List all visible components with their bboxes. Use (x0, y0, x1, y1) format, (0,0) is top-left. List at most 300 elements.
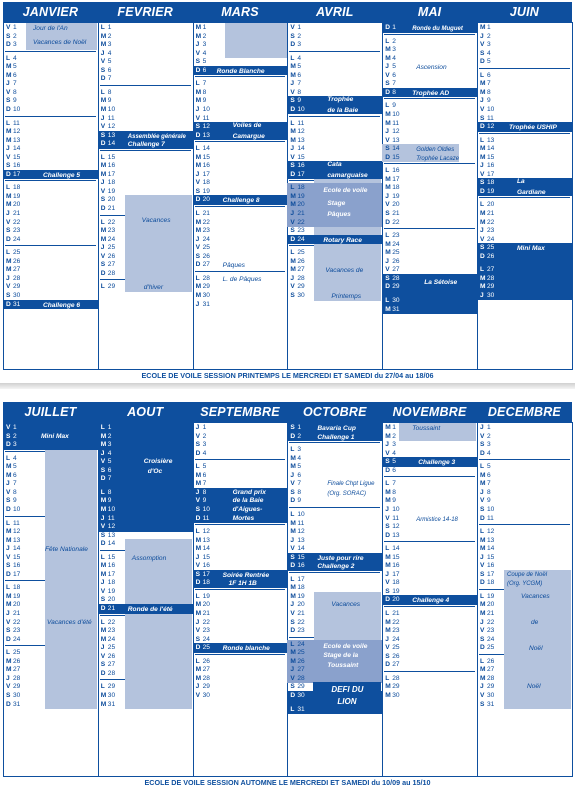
day-cell: M 3 (100, 41, 112, 49)
month-title: DECEMBRE (487, 405, 561, 419)
event-challenge-4: Challenge 4 (412, 597, 450, 605)
event-vacances-hiver-2: d'hiver (143, 284, 164, 292)
day-cell: V 12 (100, 523, 116, 531)
event-trophee-lacaze: Trophée Lacaze (416, 155, 460, 162)
day-cell: V 5 (100, 58, 112, 66)
day-cell: J 3 (385, 441, 396, 449)
day-cell: V 15 (6, 153, 21, 161)
footer-automne: ECOLE DE VOILE SESSION AUTOMNE LE MERCREDI ET SAMEDI du 10/09 au 15/10 (144, 778, 431, 787)
day-cell: S 6 (100, 66, 112, 74)
day-cell: J 21 (6, 610, 21, 617)
event-1f1h1b: 1F 1H 1B (228, 580, 257, 588)
day-cell: D 24 (290, 235, 305, 243)
day-cell: V 1 (6, 424, 17, 431)
day-cell: V 24 (480, 235, 495, 243)
day-cell: S 21 (385, 210, 400, 217)
day-cell: M 4 (290, 454, 302, 462)
event-vacances-noel: Vacances de Noël (33, 39, 87, 47)
week-separator (384, 228, 475, 229)
day-cell: M 26 (6, 257, 21, 265)
day-cell: L 30 (385, 296, 400, 304)
day-cell: M 12 (6, 528, 21, 536)
event-challenge-2: Challenge 2 (317, 563, 355, 571)
day-cell: M 14 (480, 145, 495, 153)
day-cell: V 9 (195, 497, 207, 505)
day-cell: M 1 (195, 24, 207, 31)
day-cell: D 21 (100, 605, 116, 612)
day-cell: M 14 (480, 545, 495, 553)
day-cell: D 11 (195, 514, 210, 522)
day-cell: V 5 (100, 458, 112, 466)
day-cell: M 23 (385, 627, 400, 635)
event-grand-prix-2: de la Baie (232, 497, 264, 505)
day-cell: J 29 (195, 683, 210, 691)
day-cell: S 27 (100, 261, 116, 269)
day-cell: V 8 (290, 88, 302, 96)
week-separator (384, 476, 475, 477)
day-cell: J 10 (195, 105, 210, 113)
day-cell: J 22 (480, 618, 495, 626)
day-cell: V 16 (195, 562, 210, 570)
month-header-row (3, 2, 572, 22)
day-cell: J 4 (100, 449, 112, 457)
day-cell: S 10 (195, 505, 210, 513)
day-cell: M 29 (195, 283, 210, 291)
day-cell: S 3 (195, 441, 207, 449)
day-cell: S 24 (480, 635, 495, 643)
day-cell: V 25 (195, 244, 210, 252)
day-cell: D 11 (480, 514, 494, 522)
day-cell: S 29 (290, 683, 305, 691)
separator (0, 383, 575, 389)
day-cell: D 26 (480, 252, 495, 260)
month-title: JANVIER (22, 5, 79, 19)
day-cell: S 8 (290, 488, 302, 496)
day-cell: M 4 (385, 54, 396, 62)
day-cell: L 21 (385, 610, 400, 617)
day-cell: J 30 (480, 291, 495, 299)
week-separator (195, 589, 286, 590)
week-separator (5, 180, 96, 181)
event-toussaint: Toussaint (412, 425, 441, 432)
day-cell: D 23 (290, 627, 305, 635)
day-cell: J 10 (385, 505, 400, 513)
day-cell: D 25 (480, 644, 495, 652)
day-cell: L 10 (290, 510, 305, 518)
day-cell: S 13 (100, 531, 116, 539)
day-cell: S 19 (195, 187, 210, 195)
day-cell: J 9 (480, 97, 491, 105)
event-coupe-noel-2: (Org. YCGM) (507, 581, 543, 588)
day-cell: S 17 (480, 570, 495, 578)
day-cell: V 18 (385, 579, 400, 587)
day-cell: J 3 (195, 41, 207, 49)
day-cell: S 13 (100, 131, 116, 139)
day-cell: M 13 (480, 536, 495, 544)
day-cell: M 27 (6, 666, 21, 674)
day-cell: M 16 (100, 562, 116, 570)
week-separator (384, 541, 475, 542)
day-cell: D 20 (195, 196, 210, 204)
day-cell: M 12 (290, 128, 305, 136)
day-cell: J 25 (100, 244, 116, 252)
day-cell: D 6 (385, 466, 396, 474)
event-croisiere: Croisière (143, 458, 173, 466)
day-cell: L 7 (385, 480, 396, 488)
day-cell: L 1 (100, 424, 112, 431)
day-cell: M 7 (480, 80, 491, 88)
day-cell: J 29 (480, 683, 495, 691)
day-cell: L 7 (195, 80, 207, 88)
day-cell: J 25 (100, 644, 116, 652)
day-cell: M 15 (195, 153, 210, 161)
day-cell: D 17 (6, 570, 21, 578)
day-cell: V 29 (290, 283, 305, 291)
day-cell: M 24 (100, 635, 116, 643)
day-cell: M 27 (480, 666, 495, 674)
month-title: JUILLET (24, 405, 77, 419)
day-cell: M 23 (100, 227, 116, 235)
month-title: NOVEMBRE (392, 405, 467, 419)
day-cell: J 17 (195, 170, 210, 178)
day-cell: V 6 (385, 71, 396, 79)
day-cell: L 4 (6, 454, 17, 462)
day-cell: S 31 (480, 700, 495, 708)
day-cell: D 14 (100, 540, 116, 548)
week-separator (195, 141, 286, 142)
event-challenge-7: Challenge 7 (127, 141, 165, 149)
day-cell: L 13 (480, 136, 495, 144)
day-cell: J 18 (100, 179, 116, 187)
day-cell: V 15 (290, 153, 305, 161)
day-cell: L 26 (480, 657, 495, 665)
event-ecole-stage-3: Pâques (327, 211, 351, 218)
event-vacances-ete: Vacances d'été (47, 618, 92, 626)
day-cell: M 8 (195, 88, 207, 96)
vacation-shade (314, 161, 381, 300)
day-cell: J 8 (195, 488, 207, 496)
day-cell: J 13 (290, 536, 305, 544)
week-separator (384, 671, 475, 672)
day-cell: M 20 (290, 201, 305, 209)
month-title: JUIN (509, 5, 540, 19)
day-cell: L 5 (195, 463, 207, 471)
event-ronde-blanche: Ronde Blanche (216, 67, 265, 75)
day-cell: L 16 (385, 167, 400, 175)
event-ronde-blanche: Ronde blanche (222, 645, 270, 653)
day-cell: J 4 (100, 49, 112, 57)
event-assomption: Assomption (131, 554, 167, 562)
week-separator (479, 68, 570, 69)
day-cell: L 27 (480, 266, 495, 274)
day-cell: L 21 (195, 210, 210, 217)
day-cell: L 18 (6, 584, 21, 592)
day-cell: L 5 (480, 463, 491, 471)
event-ecole-stage-2: Stage (327, 200, 346, 208)
day-cell: L 12 (195, 528, 210, 536)
day-cell: M 19 (6, 592, 21, 600)
day-cell: V 7 (290, 480, 302, 488)
day-cell: M 16 (100, 162, 116, 170)
event-gardiane: La (517, 178, 525, 186)
day-cell: L 20 (480, 201, 495, 209)
day-cell: S 14 (385, 145, 400, 153)
day-cell: J 24 (385, 635, 400, 643)
event-ecole-toussaint-3: Toussaint (327, 661, 359, 669)
day-cell: M 22 (385, 618, 400, 626)
day-cell: J 11 (100, 514, 115, 522)
day-cell: J 14 (6, 545, 21, 553)
day-cell: S 24 (195, 635, 210, 643)
week-separator (384, 98, 475, 99)
day-cell: J 17 (385, 570, 400, 578)
event-voiles-camargue-2: Camargue (232, 132, 265, 140)
day-cell: S 26 (385, 652, 400, 660)
day-cell: M 8 (480, 88, 491, 96)
day-cell: M 26 (6, 657, 21, 665)
event-grand-prix-4: Mortes (232, 514, 255, 522)
day-cell: S 9 (6, 497, 17, 505)
week-separator (289, 116, 380, 117)
month-title: OCTOBRE (302, 405, 367, 419)
day-cell: L 4 (6, 54, 17, 62)
week-separator (5, 116, 96, 117)
day-cell: V 22 (6, 618, 21, 626)
week-separator (289, 442, 380, 443)
day-cell: S 30 (6, 291, 21, 299)
event-gardiane-2: Gardiane (517, 188, 546, 196)
day-cell: M 22 (195, 218, 210, 226)
day-cell: V 23 (195, 627, 210, 635)
day-cell: M 20 (195, 601, 210, 609)
day-cell: L 4 (290, 54, 302, 62)
day-cell: V 14 (290, 545, 305, 553)
day-cell: M 7 (480, 480, 491, 488)
day-cell: M 9 (100, 497, 112, 505)
day-cell: M 31 (385, 305, 400, 313)
day-cell: L 24 (290, 640, 305, 648)
day-cell: J 28 (6, 674, 21, 682)
day-cell: M 17 (385, 175, 400, 183)
day-cell: L 14 (385, 545, 400, 553)
week-separator (195, 76, 286, 77)
day-cell: M 10 (100, 505, 116, 513)
day-cell: V 3 (480, 41, 491, 49)
day-cell: M 5 (290, 463, 302, 471)
event-defi: DEFI DU (331, 685, 364, 695)
day-cell: S 30 (6, 691, 21, 699)
day-cell: D 1 (385, 24, 396, 31)
day-cell: M 21 (480, 610, 495, 617)
week-separator (289, 507, 380, 508)
day-cell: J 21 (6, 210, 21, 217)
day-cell: D 18 (195, 579, 210, 587)
day-cell: D 17 (290, 170, 305, 178)
day-cell: J 19 (385, 192, 400, 200)
event-vacances-hiver: Vacances (141, 216, 171, 224)
day-cell: M 13 (290, 136, 305, 144)
day-cell: M 27 (290, 266, 305, 274)
day-cell: S 25 (480, 244, 495, 252)
week-separator (384, 34, 475, 35)
day-cell: J 14 (290, 145, 305, 153)
day-cell: D 3 (290, 41, 302, 49)
day-cell: M 20 (480, 601, 495, 609)
week-separator (195, 206, 286, 207)
week-separator (479, 197, 570, 198)
day-cell: L 9 (385, 102, 396, 110)
day-cell: M 28 (480, 674, 495, 682)
day-cell: L 8 (100, 88, 112, 96)
event-grand-prix: Grand prix (232, 488, 266, 496)
day-cell: S 23 (290, 227, 305, 235)
day-cell: D 4 (195, 449, 207, 457)
day-cell: M 16 (195, 162, 210, 170)
day-cell: M 15 (385, 553, 400, 561)
day-cell: V 1 (6, 24, 17, 31)
day-cell: M 22 (480, 218, 495, 226)
day-cell: M 11 (385, 119, 400, 127)
day-cell: M 19 (6, 192, 21, 200)
day-cell: M 20 (6, 601, 21, 609)
day-cell: M 11 (290, 519, 305, 527)
day-cell: M 23 (100, 627, 116, 635)
event-mini-max-juin: Mini Max (517, 245, 545, 253)
day-cell: M 9 (385, 497, 396, 505)
day-cell: M 6 (6, 471, 17, 479)
day-cell: S 22 (290, 618, 305, 626)
day-cell: M 8 (385, 488, 396, 496)
event-rotary: Rotary Race (323, 236, 362, 244)
day-cell: V 17 (480, 170, 495, 178)
day-cell: L 2 (385, 37, 396, 45)
day-cell: M 29 (385, 683, 400, 691)
day-cell: J 16 (480, 162, 495, 170)
day-cell: S 2 (290, 32, 302, 40)
day-cell: D 4 (480, 449, 491, 457)
month-title: SEPTEMBRE (200, 405, 280, 419)
day-cell: J 1 (480, 424, 491, 431)
day-cell: D 7 (100, 475, 112, 483)
day-cell: L 11 (6, 119, 20, 127)
day-cell: S 12 (195, 123, 210, 131)
day-cell: L 29 (100, 283, 116, 291)
event-trophee-baie: Trophée (327, 96, 354, 104)
event-ecole-stage: Ecole de voile (323, 187, 368, 195)
day-cell: D 24 (6, 635, 21, 643)
day-cell: J 31 (195, 300, 210, 308)
week-separator (479, 133, 570, 134)
day-cell: M 2 (100, 32, 112, 40)
event-ascension: Ascension (416, 64, 447, 72)
day-cell: S 27 (100, 661, 116, 669)
day-cell: D 19 (480, 187, 495, 195)
day-cell: V 19 (100, 187, 116, 195)
day-cell: M 25 (290, 649, 305, 657)
day-cell: S 5 (385, 458, 396, 466)
day-cell: V 2 (480, 432, 491, 440)
day-cell: V 13 (385, 136, 400, 144)
event-challenge-8: Challenge 8 (222, 197, 260, 205)
day-cell: D 10 (290, 105, 305, 113)
day-cell: M 2 (100, 432, 112, 440)
day-cell: S 18 (480, 179, 495, 187)
day-cell: L 23 (385, 232, 400, 240)
day-cell: V 4 (385, 449, 396, 457)
day-cell: L 18 (290, 184, 305, 192)
week-separator (100, 150, 191, 151)
day-cell: L 17 (290, 575, 305, 583)
day-cell: M 12 (290, 528, 305, 536)
day-cell: M 26 (290, 657, 305, 665)
day-cell: V 30 (480, 691, 495, 699)
day-cell: M 25 (385, 249, 400, 257)
event-ronde-ete: Ronde de l'été (127, 606, 173, 613)
day-cell: L 15 (100, 153, 116, 161)
event-jour-an: Jour de l'An (33, 25, 68, 32)
month-title: MARS (221, 5, 259, 19)
day-cell: M 1 (385, 424, 396, 431)
day-cell: S 28 (385, 274, 400, 282)
day-cell: M 2 (385, 432, 396, 440)
day-cell: M 21 (195, 610, 210, 617)
event-mini-max: Mini Max (41, 432, 69, 440)
day-cell: M 5 (290, 63, 302, 71)
day-cell: V 8 (6, 88, 17, 96)
day-cell: D 6 (195, 66, 207, 74)
day-cell: D 15 (385, 153, 400, 161)
event-paques: Pâques (222, 262, 245, 270)
day-cell: L 8 (100, 488, 112, 496)
day-cell: J 28 (6, 274, 21, 282)
day-cell: J 18 (100, 579, 116, 587)
day-cell: S 16 (6, 162, 21, 170)
event-assemblee: Assemblée générale (127, 133, 186, 140)
day-cell: M 15 (480, 153, 495, 161)
day-cell: M 27 (195, 666, 210, 674)
day-cell: M 16 (385, 562, 400, 570)
day-cell: L 3 (290, 446, 302, 454)
day-cell: J 22 (195, 618, 210, 626)
day-cell: L 19 (195, 592, 210, 600)
day-cell: M 17 (100, 570, 116, 578)
day-cell: D 22 (385, 218, 400, 226)
day-cell: S 20 (100, 596, 116, 604)
day-cell: J 7 (6, 480, 17, 488)
day-cell: V 2 (195, 432, 207, 440)
day-cell: M 12 (6, 128, 21, 136)
day-cell: D 5 (480, 58, 491, 66)
day-cell: V 8 (6, 488, 17, 496)
day-cell: D 2 (290, 432, 302, 440)
day-cell: V 19 (100, 587, 116, 595)
day-cell: M 10 (385, 110, 400, 118)
event-vacances-noel: Vacances (521, 592, 550, 600)
day-cell: M 2 (195, 32, 207, 40)
day-cell: L 25 (290, 249, 305, 257)
day-cell: J 6 (290, 471, 302, 479)
day-cell: M 6 (6, 71, 17, 79)
day-cell: J 2 (480, 32, 491, 40)
day-cell: V 11 (385, 514, 400, 522)
day-cell: M 26 (290, 257, 305, 265)
day-cell: L 22 (100, 218, 116, 226)
calendar-first-half (3, 0, 572, 383)
day-cell: J 24 (195, 235, 210, 243)
day-cell: V 29 (6, 283, 21, 291)
month-title: AVRIL (316, 5, 354, 19)
day-cell: L 11 (290, 119, 305, 127)
